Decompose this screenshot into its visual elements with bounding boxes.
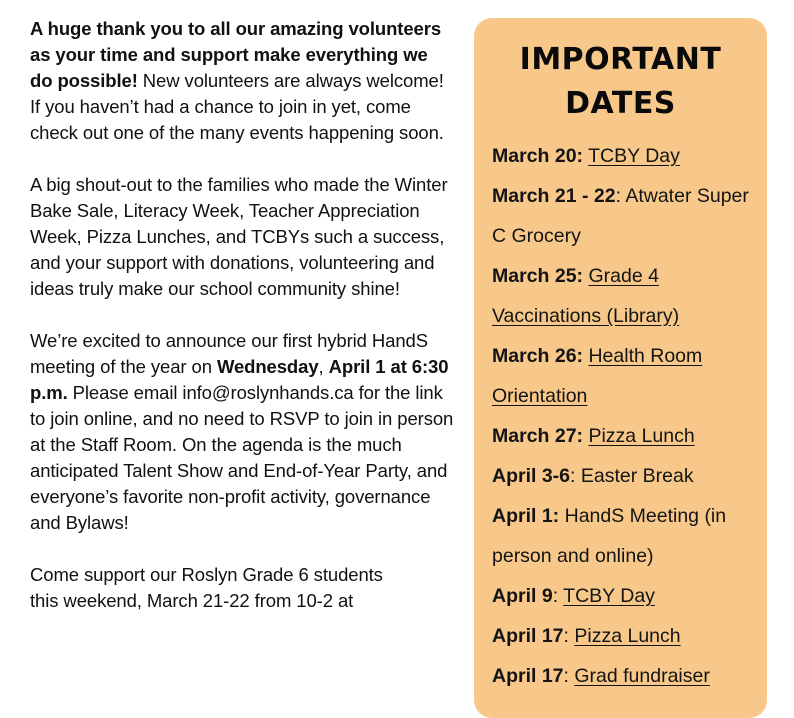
event-text: HandS Meeting (in person and online) xyxy=(492,505,727,567)
date-item xyxy=(492,496,749,576)
date-label: March 20: xyxy=(492,145,584,167)
date-label: April 1: xyxy=(492,505,560,527)
date-separator: : xyxy=(563,665,575,687)
date-item xyxy=(492,136,749,176)
date-item xyxy=(492,656,749,696)
important-dates-title xyxy=(492,38,749,126)
date-item xyxy=(492,456,749,496)
date-item xyxy=(492,416,749,456)
date-item xyxy=(492,576,749,616)
date-label: April 17 xyxy=(492,665,564,687)
date-item xyxy=(492,256,749,336)
event-text: Atwater Super C Grocery xyxy=(492,185,749,247)
date-label: March 25: xyxy=(492,265,584,287)
newsletter-body xyxy=(30,16,455,640)
meeting-text-a: We’re excited to announce our first hybrid HandS meeting of the year on xyxy=(30,330,428,377)
grade6-support-paragraph xyxy=(30,562,455,614)
date-separator: : xyxy=(615,185,626,207)
volunteer-thanks-bold: A huge thank you to all our amazing volunteers as your time and support make everything we do possible! xyxy=(30,18,442,91)
event-link[interactable]: Pizza Lunch xyxy=(588,425,695,447)
date-label: April 17 xyxy=(492,625,564,647)
grade6-support-text: Come support our Roslyn Grade 6 students xyxy=(30,564,383,585)
event-link[interactable]: TCBY Day xyxy=(563,585,655,607)
date-label: March 27: xyxy=(492,425,584,447)
date-item xyxy=(492,176,749,256)
date-label: March 26: xyxy=(492,345,584,367)
event-link[interactable]: Pizza Lunch xyxy=(574,625,681,647)
meeting-text-c: Please email info@roslynhands.ca for the link to join online, and no need to RSVP to join in person at the Staff Room. On the agenda is the much anticipated Talent Show and End-of-Year Party, and everyone’s favorite non-profit activity, governance and Bylaws! xyxy=(30,382,454,533)
meeting-text-b: , xyxy=(318,356,329,377)
date-separator: : xyxy=(563,625,575,647)
shout-out-paragraph xyxy=(30,172,455,302)
date-label: April 3-6 xyxy=(492,465,571,487)
event-link[interactable]: TCBY Day xyxy=(588,145,680,167)
title-line-2: DATES xyxy=(565,86,676,121)
date-item xyxy=(492,616,749,656)
title-line-1: IMPORTANT xyxy=(519,42,722,77)
grade6-support-clipped: this weekend, March 21-22 from 10-2 at xyxy=(30,590,354,611)
event-link[interactable]: Health Room Orientation xyxy=(492,345,703,407)
important-dates-box xyxy=(474,18,767,718)
volunteer-thanks-paragraph xyxy=(30,16,455,146)
shout-out-text: A big shout-out to the families who made the Winter Bake Sale, Literacy Week, Teacher Appreciation Week, Pizza Lunches, and TCBYs such a success, and your support with donations, volunteering and ideas truly make our school community shine! xyxy=(30,174,448,299)
date-separator: : xyxy=(552,585,564,607)
dates-list xyxy=(492,136,749,696)
meeting-date-time: April 1 at 6:30 p.m. xyxy=(30,356,449,403)
date-separator: : xyxy=(570,465,581,487)
volunteer-thanks-text: New volunteers are always welcome! If you haven’t had a chance to join in yet, come check out one of the many events happening soon. xyxy=(30,70,444,143)
date-label: April 9 xyxy=(492,585,553,607)
event-link[interactable]: Grad fundraiser xyxy=(574,665,710,687)
date-label: March 21 - 22 xyxy=(492,185,616,207)
hands-meeting-paragraph xyxy=(30,328,455,536)
meeting-day: Wednesday xyxy=(216,356,319,377)
date-item xyxy=(492,336,749,416)
event-text: Easter Break xyxy=(580,465,694,487)
event-link[interactable]: Grade 4 Vaccinations (Library) xyxy=(492,265,680,327)
